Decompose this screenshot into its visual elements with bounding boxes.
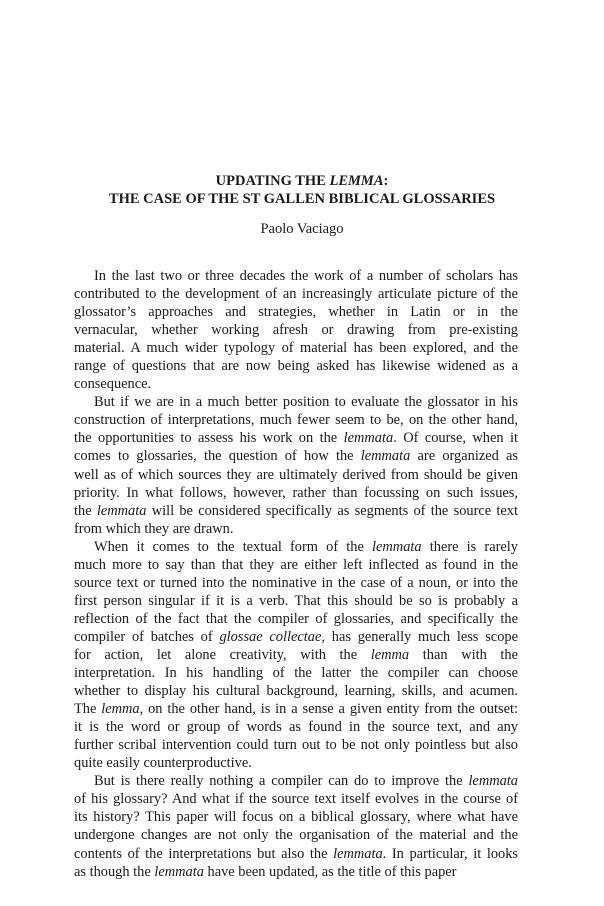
text-run: When it comes to the textual form of the: [94, 538, 373, 555]
text-line: [74, 520, 518, 538]
italic-term: lemmata: [468, 773, 518, 790]
text-run: than with the: [409, 646, 519, 663]
text-run: reflection of the fact that the compiler of glossaries, and specifically the: [74, 610, 518, 627]
text-run: have been updated, as the title of this paper: [203, 863, 457, 880]
italic-term: lemma: [370, 646, 410, 663]
text-line: [74, 863, 518, 881]
text-line: [74, 538, 518, 556]
text-run: glossator’s approaches and strategies, whether in Latin or in the: [74, 304, 518, 321]
text-run: from which they are drawn.: [74, 520, 234, 537]
text-line: [74, 736, 518, 754]
text-line: [74, 303, 518, 321]
italic-term: lemmata: [343, 430, 394, 447]
text-line: [74, 502, 518, 520]
text-line: [74, 393, 518, 411]
italic-term: lemmata: [333, 845, 383, 862]
text-line: [74, 628, 518, 646]
text-run: . Of course, when it: [393, 430, 518, 447]
text-run: But if we are in a much better position to evaluate the glossator in his: [94, 394, 518, 411]
text-line: [74, 484, 518, 502]
text-line: [74, 574, 518, 592]
text-line: [74, 826, 518, 844]
paper-title-line-2: THE CASE OF THE ST GALLEN BIBLICAL GLOSSARIES: [108, 191, 496, 207]
italic-term: lemmata: [360, 448, 411, 465]
text-run: whether to display his cultural background, learning, skills, and acumen.: [74, 683, 518, 700]
text-run: construction of interpretations, much fewer seem to be, on the other hand,: [74, 412, 518, 429]
text-line: [74, 790, 518, 808]
text-line: [74, 754, 518, 772]
paragraph: [74, 267, 518, 393]
paragraph: [74, 538, 518, 773]
italic-term: lemmata: [96, 502, 147, 519]
text-run: as though the: [74, 863, 155, 880]
body-text: [74, 267, 518, 881]
text-run: contents of the interpretations but also the: [74, 845, 334, 862]
text-run: interpretation. In his handling of the latter the compiler can choose: [74, 665, 518, 682]
text-run: undergone changes are not only the organisation of the material and the: [74, 827, 518, 844]
text-line: [74, 845, 518, 863]
text-line: [74, 429, 518, 447]
text-run: In the last two or three decades the work of a number of scholars has: [94, 268, 518, 284]
text-line: [74, 466, 518, 484]
text-run: But is there really nothing a compiler can do to improve the: [94, 773, 469, 790]
author-name: Paolo Vaciago: [260, 221, 344, 237]
text-run: well as of which sources they are ultimately derived from should be given: [74, 466, 518, 483]
paragraph: [74, 393, 518, 537]
text-line: [74, 375, 518, 393]
text-line: [74, 357, 518, 375]
text-run: are organized as: [410, 448, 518, 465]
text-line: [74, 339, 518, 357]
text-line: [74, 610, 518, 628]
text-run: for action, let alone creativity, with the: [74, 646, 371, 663]
text-run: of his glossary? And what if the source text itself evolves in the course of: [74, 791, 518, 808]
text-line: [74, 664, 518, 682]
text-line: [74, 682, 518, 700]
text-run: contributed to the development of an increasingly articulate picture of the: [74, 286, 518, 303]
paper-title-line-1: UPDATING THE LEMMA:: [215, 173, 389, 189]
text-run: much more to say than that they are either left inflected as found in the: [74, 556, 518, 573]
text-line: [74, 411, 518, 429]
text-run: further scribal intervention could turn out to be not only pointless but also: [74, 737, 518, 754]
text-line: [74, 447, 518, 465]
text-run: its history? This paper will focus on a biblical glossary, where what have: [74, 809, 518, 826]
italic-term: glossae collectae: [219, 628, 322, 645]
text-run: comes to glossaries, the question of how the: [74, 448, 361, 465]
text-line: [74, 718, 518, 736]
text-run: source text or turned into the nominative in the case of a noun, or into the: [74, 574, 518, 591]
text-run: the: [74, 502, 97, 519]
text-run: it is the word or group of words as found in the source text, and any: [74, 719, 518, 736]
text-line: [74, 556, 518, 574]
text-run: quite easily counterproductive.: [74, 755, 252, 772]
text-run: The: [74, 701, 102, 718]
paragraph: [74, 772, 518, 880]
text-run: there is rarely: [421, 538, 518, 555]
text-run: consequence.: [74, 376, 152, 393]
text-line: [74, 700, 518, 718]
text-line: [74, 772, 518, 790]
text-run: compiler of batches of: [74, 628, 220, 645]
text-line: [74, 321, 518, 339]
text-line: [74, 592, 518, 610]
text-line: [74, 267, 518, 285]
italic-term: lemma: [101, 701, 140, 718]
text-run: , on the other hand, is in a sense a given entity from the outset:: [139, 701, 518, 718]
text-run: range of questions that are now being asked has likewise widened as a: [74, 358, 518, 375]
italic-term: lemmata: [372, 538, 422, 555]
text-run: priority. In what follows, however, rather than focussing on such issues,: [74, 484, 518, 501]
text-run: . In particular, it looks: [382, 845, 519, 862]
text-run: first person singular if it is a verb. That this should be so is probably a: [74, 592, 518, 609]
text-run: material. A much wider typology of material has been explored, and the: [74, 340, 518, 357]
text-line: [74, 285, 518, 303]
text-line: [74, 808, 518, 826]
text-run: will be considered specifically as segments of the source text: [146, 502, 518, 519]
text-run: , has generally much less scope: [321, 628, 518, 645]
text-line: [74, 646, 518, 664]
text-run: vernacular, whether working afresh or drawing from pre-existing: [74, 322, 518, 339]
text-run: the opportunities to assess his work on the: [74, 430, 344, 447]
italic-term: lemmata: [154, 863, 204, 880]
